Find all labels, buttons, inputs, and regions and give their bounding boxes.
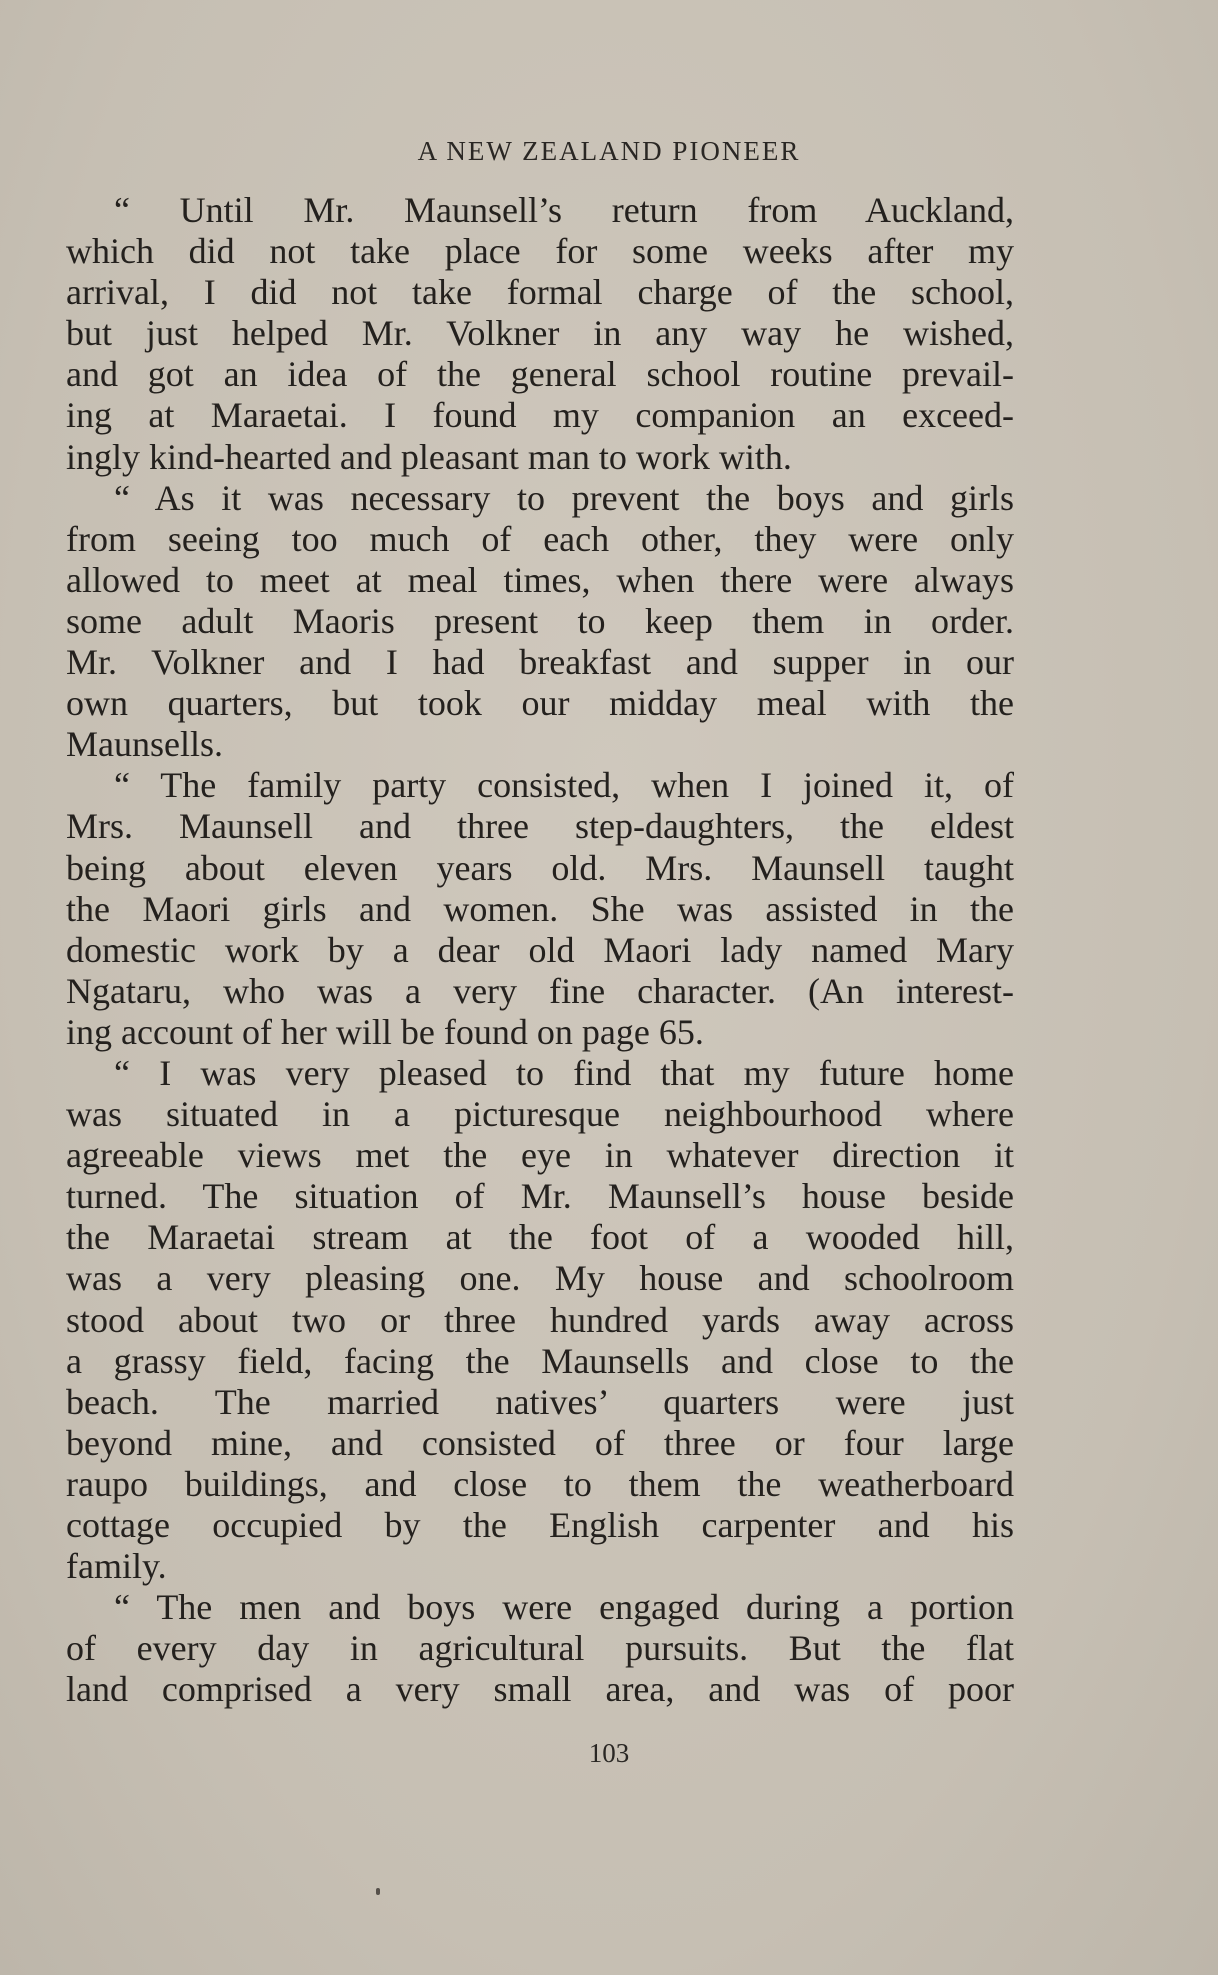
text-line: some adult Maoris present to keep them in order. (66, 600, 1014, 641)
text-line: was situated in a picturesque neighbourhood where (66, 1094, 1014, 1135)
text-line: being about eleven years old. Mrs. Maunsell taught (66, 847, 1014, 888)
text-line: Mrs. Maunsell and three step-daughters, the eldest (66, 806, 1014, 847)
text-line: the Maori girls and women. She was assisted in the (66, 888, 1014, 929)
text-line: “ As it was necessary to prevent the boys and girls (114, 477, 1014, 518)
text-line: Ngataru, who was a very fine character. (An interest- (66, 970, 1014, 1011)
paragraph (66, 190, 1014, 478)
text-line: domestic work by a dear old Maori lady named Mary (66, 929, 1014, 970)
running-head: A NEW ZEALAND PIONEER (417, 136, 801, 166)
text-line: ingly kind-hearted and pleasant man to work with. (66, 436, 792, 477)
text-line: allowed to meet at meal times, when there were always (66, 559, 1014, 600)
text-line: was a very pleasing one. My house and schoolroom (66, 1258, 1014, 1299)
text-line: ing account of her will be found on page 65. (66, 1011, 704, 1052)
paragraph (66, 1587, 1014, 1710)
text-line: of every day in agricultural pursuits. But the flat (66, 1628, 1014, 1669)
text-line: “ The men and boys were engaged during a portion (114, 1587, 1014, 1628)
text-line: “ Until Mr. Maunsell’s return from Auckland, (114, 190, 1014, 230)
text-line: ing at Maraetai. I found my companion an exceed- (66, 395, 1014, 436)
text-line: Mr. Volkner and I had breakfast and supper in our (66, 642, 1014, 683)
paragraph (66, 478, 1014, 766)
paragraph (66, 1053, 1014, 1587)
text-line: land comprised a very small area, and was of poor (66, 1669, 1014, 1710)
text-line: which did not take place for some weeks after my (66, 231, 1014, 272)
text-line: own quarters, but took our midday meal with the (66, 683, 1014, 724)
text-line: stood about two or three hundred yards away across (66, 1299, 1014, 1340)
text-line: from seeing too much of each other, they were only (66, 518, 1014, 559)
text-line: “ I was very pleased to find that my future home (114, 1052, 1014, 1093)
text-line: “ The family party consisted, when I joined it, of (114, 765, 1014, 806)
text-line: arrival, I did not take formal charge of the school, (66, 272, 1014, 313)
page-number: 103 (588, 1738, 630, 1768)
text-line: beyond mine, and consisted of three or four large (66, 1422, 1014, 1463)
text-line: family. (66, 1546, 167, 1587)
text-line: Maunsells. (66, 724, 223, 765)
text-line: turned. The situation of Mr. Maunsell’s house beside (66, 1176, 1014, 1217)
body-text (66, 190, 1014, 1710)
text-line: and got an idea of the general school routine prevail- (66, 354, 1014, 395)
text-line: the Maraetai stream at the foot of a wooded hill, (66, 1217, 1014, 1258)
text-line: raupo buildings, and close to them the weatherboard (66, 1463, 1014, 1504)
text-line: cottage occupied by the English carpenter and his (66, 1505, 1014, 1545)
text-line: a grassy field, facing the Maunsells and close to the (66, 1340, 1014, 1381)
text-line: but just helped Mr. Volkner in any way he wished, (66, 313, 1014, 354)
text-line: beach. The married natives’ quarters were just (66, 1381, 1014, 1422)
text-line: agreeable views met the eye in whatever direction it (66, 1135, 1014, 1176)
paper-speck (376, 1888, 380, 1895)
paragraph (66, 765, 1014, 1053)
